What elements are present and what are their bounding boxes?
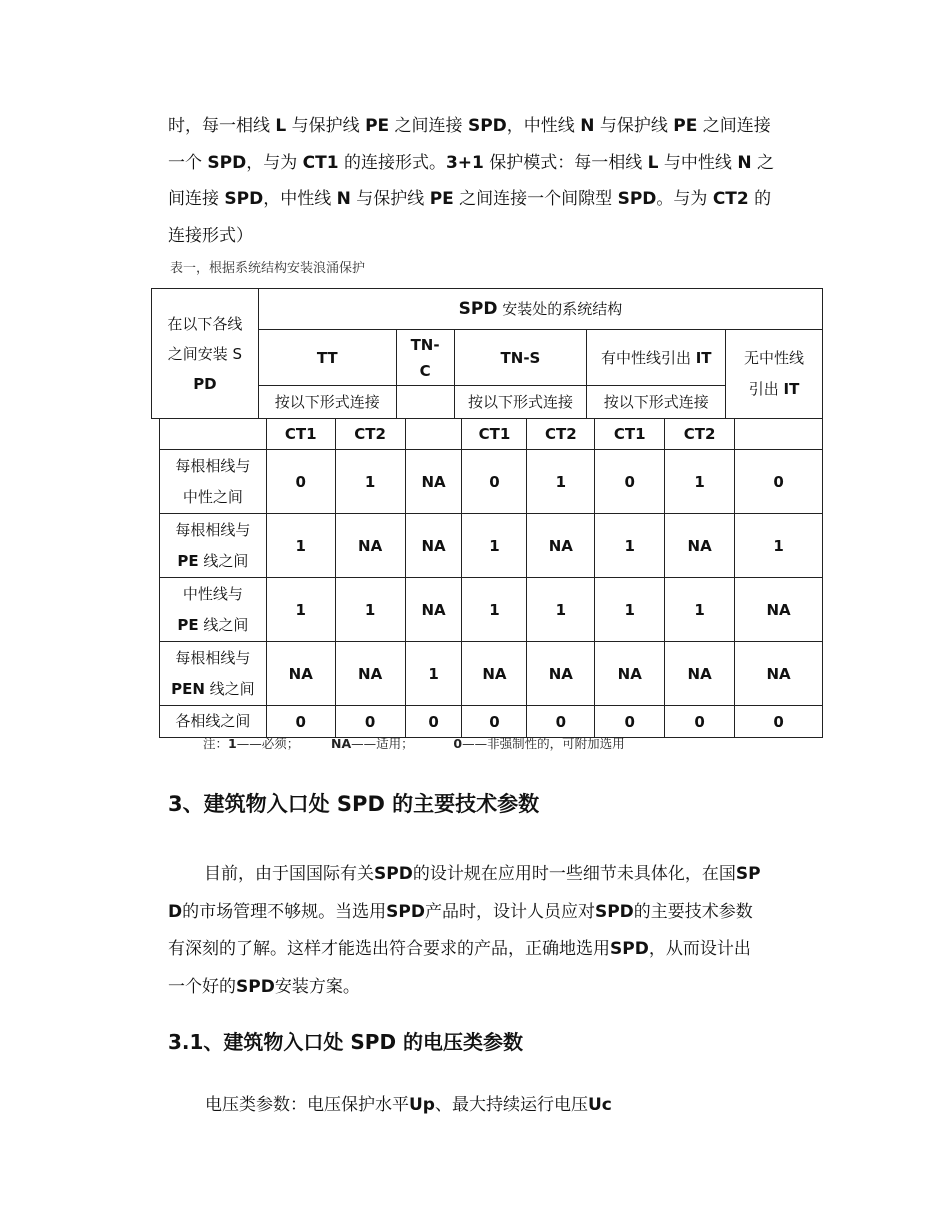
text-run: 与中性线 <box>658 152 738 173</box>
section-3-paragraph <box>168 856 813 1006</box>
bold-run: N <box>737 152 752 173</box>
text-run: 有深刻的了解。这样才能选出符合要求的产品，正确地选用 <box>168 939 610 959</box>
value-cell: 0 <box>665 706 735 738</box>
left-header-cell <box>152 289 259 419</box>
bold-run: D <box>168 901 183 922</box>
text-run: ，从而设计出 <box>648 939 751 959</box>
value-cell: NA <box>527 514 595 578</box>
row-label-line: 每根相线与 <box>175 520 251 539</box>
subheader-cell: CT2 <box>527 419 595 450</box>
it-with-neutral-bold: IT <box>695 348 712 367</box>
paragraph-line <box>168 856 813 894</box>
system-title-bold: SPD <box>458 299 498 319</box>
row-label-line: 中性之间 <box>182 487 243 506</box>
text-run: 之间连接一个间隙型 <box>453 189 618 209</box>
subheader-cell: CT2 <box>665 419 735 450</box>
value-cell: NA <box>735 642 823 706</box>
row-label-line: PE 线之间 <box>177 615 249 634</box>
value-cell: NA <box>405 514 462 578</box>
row-label-line: 各相线之间 <box>175 712 251 730</box>
text-run: 的市场管理不够规。当选用 <box>182 901 387 922</box>
text-run: 的设计规在应用时一些细节未具体化，在国 <box>412 864 736 884</box>
system-structure-header-table <box>151 288 823 419</box>
paragraph-line <box>168 108 813 145</box>
bold-run: SPD <box>610 939 649 959</box>
voltage-up: Up <box>409 1095 435 1115</box>
it-with-neutral-text: 有中性线引出 <box>600 348 696 367</box>
value-cell: 1 <box>266 578 335 642</box>
value-cell: NA <box>595 642 665 706</box>
text-run: 时，每一相线 <box>168 116 276 136</box>
value-cell: 0 <box>595 450 665 514</box>
voltage-text-1: 电压类参数：电压保护水平 <box>205 1095 409 1115</box>
value-cell: NA <box>335 642 405 706</box>
tnc-header <box>396 330 454 386</box>
row-label-line: 每根相线与 <box>175 456 251 475</box>
row-label <box>160 642 267 706</box>
system-title-cell <box>258 289 822 330</box>
subheader-cell: CT1 <box>462 419 527 450</box>
paragraph-line <box>168 894 813 932</box>
system-title-text: 安装处的系统结构 <box>497 300 623 318</box>
value-cell: 0 <box>462 706 527 738</box>
text-run: 间连接 <box>168 189 225 209</box>
note-key: 1 <box>228 736 237 751</box>
subheader-cell: CT2 <box>335 419 405 450</box>
text-run: 之间连接 <box>389 116 468 136</box>
bold-run: PE <box>429 189 454 209</box>
tnc-line-1: TN- <box>410 335 440 354</box>
value-cell: 1 <box>335 578 405 642</box>
value-cell: 0 <box>735 706 823 738</box>
left-header-line-3: PD <box>193 374 217 393</box>
value-cell: 0 <box>335 706 405 738</box>
subheader-cell: CT1 <box>266 419 335 450</box>
bold-run: L <box>275 116 287 136</box>
value-cell: 0 <box>735 450 823 514</box>
paragraph-line <box>168 969 813 1007</box>
row-label <box>160 450 267 514</box>
note-prefix: 注： <box>203 736 229 751</box>
value-cell: NA <box>266 642 335 706</box>
note-text: ——必须； <box>236 736 300 751</box>
bold-run: 3+1 <box>445 152 484 173</box>
value-cell: 0 <box>266 450 335 514</box>
text-run: 与保护线 <box>594 116 674 136</box>
value-cell: 1 <box>462 578 527 642</box>
subheader-cell: CT1 <box>595 419 665 450</box>
section-3-1-heading: 3.1、建筑物入口处 SPD 的电压类参数 <box>168 1030 524 1054</box>
bold-run: PE <box>365 116 390 136</box>
text-run: 保护模式：每一相线 <box>483 152 648 173</box>
value-cell: NA <box>527 642 595 706</box>
value-cell: 0 <box>266 706 335 738</box>
bold-run: CT1 <box>302 152 339 173</box>
tnc-connect-form-empty <box>396 386 454 419</box>
subheader-row <box>160 419 823 450</box>
value-cell: NA <box>335 514 405 578</box>
row-label <box>160 706 267 738</box>
it-without-neutral-header <box>726 330 823 419</box>
tns-connect-form: 按以下形式连接 <box>454 386 587 419</box>
row-label <box>160 514 267 578</box>
text-run: 目前，由于国国际有关 <box>204 864 374 884</box>
note-text: ——非强制性的，可附加选用 <box>462 736 625 751</box>
table-row <box>160 578 823 642</box>
bold-run: CT2 <box>712 189 749 209</box>
value-cell: 1 <box>405 642 462 706</box>
bold-run: SPD <box>386 901 425 922</box>
row-label-line: PE 线之间 <box>177 551 249 570</box>
bold-run: N <box>580 116 595 136</box>
value-cell: 0 <box>595 706 665 738</box>
voltage-text-2: 、最大持续运行电压 <box>434 1095 588 1115</box>
table-row <box>160 642 823 706</box>
text-run: ，与为 <box>246 152 303 173</box>
paragraph-line <box>168 931 813 969</box>
left-header-line-2: 之间安装 S <box>167 344 243 363</box>
paragraph-line <box>168 218 813 255</box>
text-run: ，中性线 <box>506 116 581 136</box>
text-run: 与保护线 <box>350 189 430 209</box>
paragraph-line <box>168 145 813 182</box>
text-run: 的连接形式。 <box>338 152 446 173</box>
bold-run: SPD <box>467 116 507 136</box>
table-body <box>160 419 823 738</box>
value-cell: 0 <box>462 450 527 514</box>
note-key: 0 <box>453 736 463 751</box>
text-run: 的 <box>748 189 772 209</box>
text-run: 安装方案。 <box>274 976 360 997</box>
text-run: 的主要技术参数 <box>633 901 753 922</box>
left-header-line-1: 在以下各线 <box>167 314 243 333</box>
tnc-line-2: C <box>419 361 431 380</box>
row-label-line: 中性线与 <box>182 584 243 603</box>
paragraph-line <box>168 181 813 218</box>
text-run: ，中性线 <box>263 189 337 209</box>
intro-paragraph <box>168 108 813 254</box>
value-cell: 1 <box>595 514 665 578</box>
tns-header: TN-S <box>454 330 587 386</box>
value-cell: 1 <box>665 450 735 514</box>
value-cell: 0 <box>405 706 462 738</box>
bold-run: SPD <box>617 189 657 209</box>
value-cell: NA <box>735 578 823 642</box>
note-text: ——适用； <box>351 736 414 751</box>
value-cell: 1 <box>595 578 665 642</box>
bold-run: SPD <box>236 976 275 997</box>
value-cell: 1 <box>665 578 735 642</box>
value-cell: NA <box>665 514 735 578</box>
it-connect-form: 按以下形式连接 <box>587 386 726 419</box>
text-run: 一个 <box>168 152 208 173</box>
bold-run: L <box>647 152 659 173</box>
text-run: 之间连接 <box>697 116 771 136</box>
it-without-neutral-line-1: 无中性线 <box>744 349 805 367</box>
value-cell: 1 <box>266 514 335 578</box>
bold-run: SPD <box>374 864 413 884</box>
it-with-neutral-header <box>587 330 726 386</box>
bold-run: SPD <box>594 901 634 922</box>
value-cell: NA <box>462 642 527 706</box>
bold-run: N <box>336 189 351 209</box>
value-cell: NA <box>405 450 462 514</box>
subheader-cell <box>735 419 823 450</box>
table-caption: 表一，根据系统结构安装浪涌保护 <box>170 261 366 276</box>
table-row <box>160 450 823 514</box>
bold-run: SPD <box>207 152 247 173</box>
value-cell: 1 <box>462 514 527 578</box>
section-3-heading: 3、建筑物入口处 SPD 的主要技术参数 <box>168 792 540 816</box>
value-cell: 0 <box>527 706 595 738</box>
tt-header: TT <box>258 330 396 386</box>
text-run: 连接形式） <box>168 225 253 246</box>
bold-run: PE <box>673 116 698 136</box>
text-run: 一个好的 <box>168 976 236 997</box>
value-cell: 1 <box>335 450 405 514</box>
table-note <box>203 734 625 754</box>
row-label-line: PEN 线之间 <box>171 679 255 698</box>
text-run: 与保护线 <box>286 116 366 136</box>
tt-connect-form: 按以下形式连接 <box>258 386 396 419</box>
note-key: NA <box>331 736 352 751</box>
voltage-params-line <box>205 1089 612 1121</box>
row-label-line: 每根相线与 <box>175 648 251 667</box>
table-row <box>160 706 823 738</box>
table-row <box>160 514 823 578</box>
voltage-uc: Uc <box>587 1095 612 1115</box>
subheader-cell <box>160 419 267 450</box>
value-cell: NA <box>405 578 462 642</box>
value-cell: 1 <box>527 450 595 514</box>
bold-run: SP <box>735 864 761 884</box>
value-cell: 1 <box>527 578 595 642</box>
bold-run: SPD <box>224 189 264 209</box>
text-run: 之 <box>751 152 774 173</box>
it-without-neutral-line-2: 引出 IT <box>748 380 800 398</box>
text-run: 产品时，设计人员应对 <box>424 901 595 922</box>
text-run: 。与为 <box>656 189 713 209</box>
row-label <box>160 578 267 642</box>
value-cell: NA <box>665 642 735 706</box>
value-cell: 1 <box>735 514 823 578</box>
spd-connection-table <box>159 418 823 738</box>
subheader-cell <box>405 419 462 450</box>
